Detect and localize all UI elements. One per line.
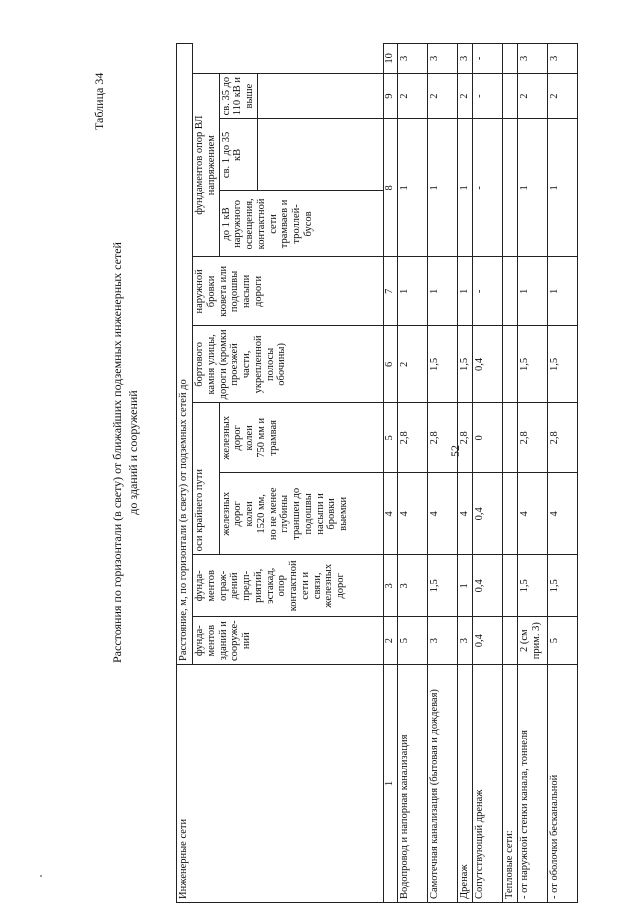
column-number-row	[383, 43, 397, 902]
cell-value: -	[472, 257, 502, 326]
cell-value: 5	[547, 617, 577, 665]
cell-value: 2	[397, 326, 427, 403]
cell-value	[502, 473, 517, 555]
col-number: 9	[383, 73, 397, 119]
col-number: 10	[383, 43, 397, 73]
col-number: 1	[383, 665, 397, 903]
row-name: - от оболочки бесканальной	[547, 665, 577, 903]
row-name: Дренаж	[457, 665, 472, 903]
table-row	[517, 43, 547, 902]
cell-value: 2	[517, 73, 547, 119]
cell-value: 2	[427, 73, 457, 119]
col-number: 5	[383, 403, 397, 473]
col-number: 8	[383, 119, 397, 257]
cell-value: 2	[547, 73, 577, 119]
header-col3: фунда- ментов ограж- дений предп- риятий, эстакад, опор контактной сети и связи, железных дорог	[193, 555, 384, 617]
cell-value	[502, 555, 517, 617]
cell-value: 3	[397, 43, 427, 73]
cell-value: 2 (см прим. 3)	[517, 617, 547, 665]
cell-value: 1	[517, 257, 547, 326]
cell-value: 1,5	[547, 555, 577, 617]
cell-value	[502, 326, 517, 403]
cell-value: 1	[517, 119, 547, 257]
cell-value: 4	[427, 473, 457, 555]
cell-value: 3	[457, 43, 472, 73]
table-caption-line2: до зданий и сооружений	[126, 390, 140, 515]
cell-value: 0,4	[472, 617, 502, 665]
table-row	[397, 43, 427, 902]
header-col9: св. 1 до 35 кВ	[219, 119, 257, 191]
col-number: 7	[383, 257, 397, 326]
cell-value: 1,5	[457, 326, 472, 403]
cell-value: 3	[517, 43, 547, 73]
cell-value: 3	[427, 43, 457, 73]
cell-value: 1,5	[427, 555, 457, 617]
header-supports-group: фундаментов опор ВЛ напряжением	[193, 73, 220, 257]
cell-value: 2,8	[457, 403, 472, 473]
table-body	[397, 43, 577, 902]
cell-value: 4	[517, 473, 547, 555]
cell-value: 2,8	[517, 403, 547, 473]
col-number: 2	[383, 617, 397, 665]
cell-value: 0,4	[472, 473, 502, 555]
header-networks: Инженерные сети	[177, 665, 384, 903]
cell-value: 5	[397, 617, 427, 665]
table-row	[502, 43, 517, 902]
cell-value: 1	[457, 257, 472, 326]
cell-value: 1	[457, 119, 472, 257]
header-col8: до 1 кВ наружного освещения, контактной сети трамваев и троллей- бусов	[219, 191, 383, 257]
table-row	[472, 43, 502, 902]
cell-value	[502, 257, 517, 326]
header-col2: фунда- ментов зданий и сооруже- ний	[193, 617, 384, 665]
cell-value: 1	[397, 119, 427, 257]
cell-value: 2	[457, 73, 472, 119]
col-number: 4	[383, 473, 397, 555]
cell-value: 1	[547, 119, 577, 257]
row-name: - от наружной стенки канала, тоннеля	[517, 665, 547, 903]
cell-value: 1,5	[517, 326, 547, 403]
row-name: Водопровод и напорная канализация	[397, 665, 427, 903]
cell-value: 3	[397, 555, 427, 617]
table-row	[547, 43, 577, 902]
cell-value: 1,5	[517, 555, 547, 617]
scan-speck	[40, 875, 42, 877]
cell-value	[502, 43, 517, 73]
cell-value: 2,8	[397, 403, 427, 473]
col-number: 6	[383, 326, 397, 403]
cell-value: 1	[427, 257, 457, 326]
cell-value: -	[472, 43, 502, 73]
cell-value: 3	[457, 617, 472, 665]
cell-value: 3	[547, 43, 577, 73]
cell-value: 2	[397, 73, 427, 119]
header-distance-group: Расстояние, м, по горизонтали (в свету) от подземных сетей до	[177, 43, 193, 664]
cell-value: 4	[547, 473, 577, 555]
cell-value: 3	[427, 617, 457, 665]
cell-value	[502, 403, 517, 473]
header-col4: железных дорог колеи 1520 мм, но не менее глубины траншеи до подошвы насыпи и бровки выемки	[219, 473, 383, 555]
cell-value	[502, 119, 517, 257]
cell-value: 4	[397, 473, 427, 555]
table-row	[457, 43, 472, 902]
cell-value	[502, 73, 517, 119]
row-name: Тепловые сети:	[502, 665, 517, 903]
row-name: Сопутствующий дренаж	[472, 665, 502, 903]
cell-value: 1	[427, 119, 457, 257]
cell-value: 0	[472, 403, 502, 473]
header-col5: железных дорог колеи 750 мм и трамвая	[219, 403, 383, 473]
table-number: Таблица 34	[92, 72, 106, 130]
header-col10: св. 35 до 110 кВ и выше	[219, 73, 257, 119]
table-caption-line1: Расстояния по горизонтали (в свету) от ближайших подземных инженерных сетей	[110, 242, 124, 663]
cell-value: 1	[547, 257, 577, 326]
cell-value: 2,8	[427, 403, 457, 473]
distances-table	[176, 43, 578, 903]
table-row	[427, 43, 457, 902]
col-number: 3	[383, 555, 397, 617]
cell-value: -	[472, 73, 502, 119]
row-name: Самотечная канализация (бытовая и дождевая)	[427, 665, 457, 903]
page-number: 52	[448, 445, 462, 457]
cell-value: 1,5	[547, 326, 577, 403]
cell-value: 4	[457, 473, 472, 555]
header-col6: бортового камня улицы, дороги (кромки проезжей части, укрепленной полосы обочины)	[193, 326, 384, 403]
cell-value	[502, 617, 517, 665]
cell-value: 1	[397, 257, 427, 326]
header-axis-group: оси крайнего пути	[193, 403, 220, 555]
cell-value: 0,4	[472, 555, 502, 617]
cell-value: -	[472, 119, 502, 257]
cell-value: 0,4	[472, 326, 502, 403]
cell-value: 2,8	[547, 403, 577, 473]
cell-value: 1	[457, 555, 472, 617]
cell-value: 1,5	[427, 326, 457, 403]
header-col7: наружной бровки кювета или подошвы насыпи дороги	[193, 257, 384, 326]
